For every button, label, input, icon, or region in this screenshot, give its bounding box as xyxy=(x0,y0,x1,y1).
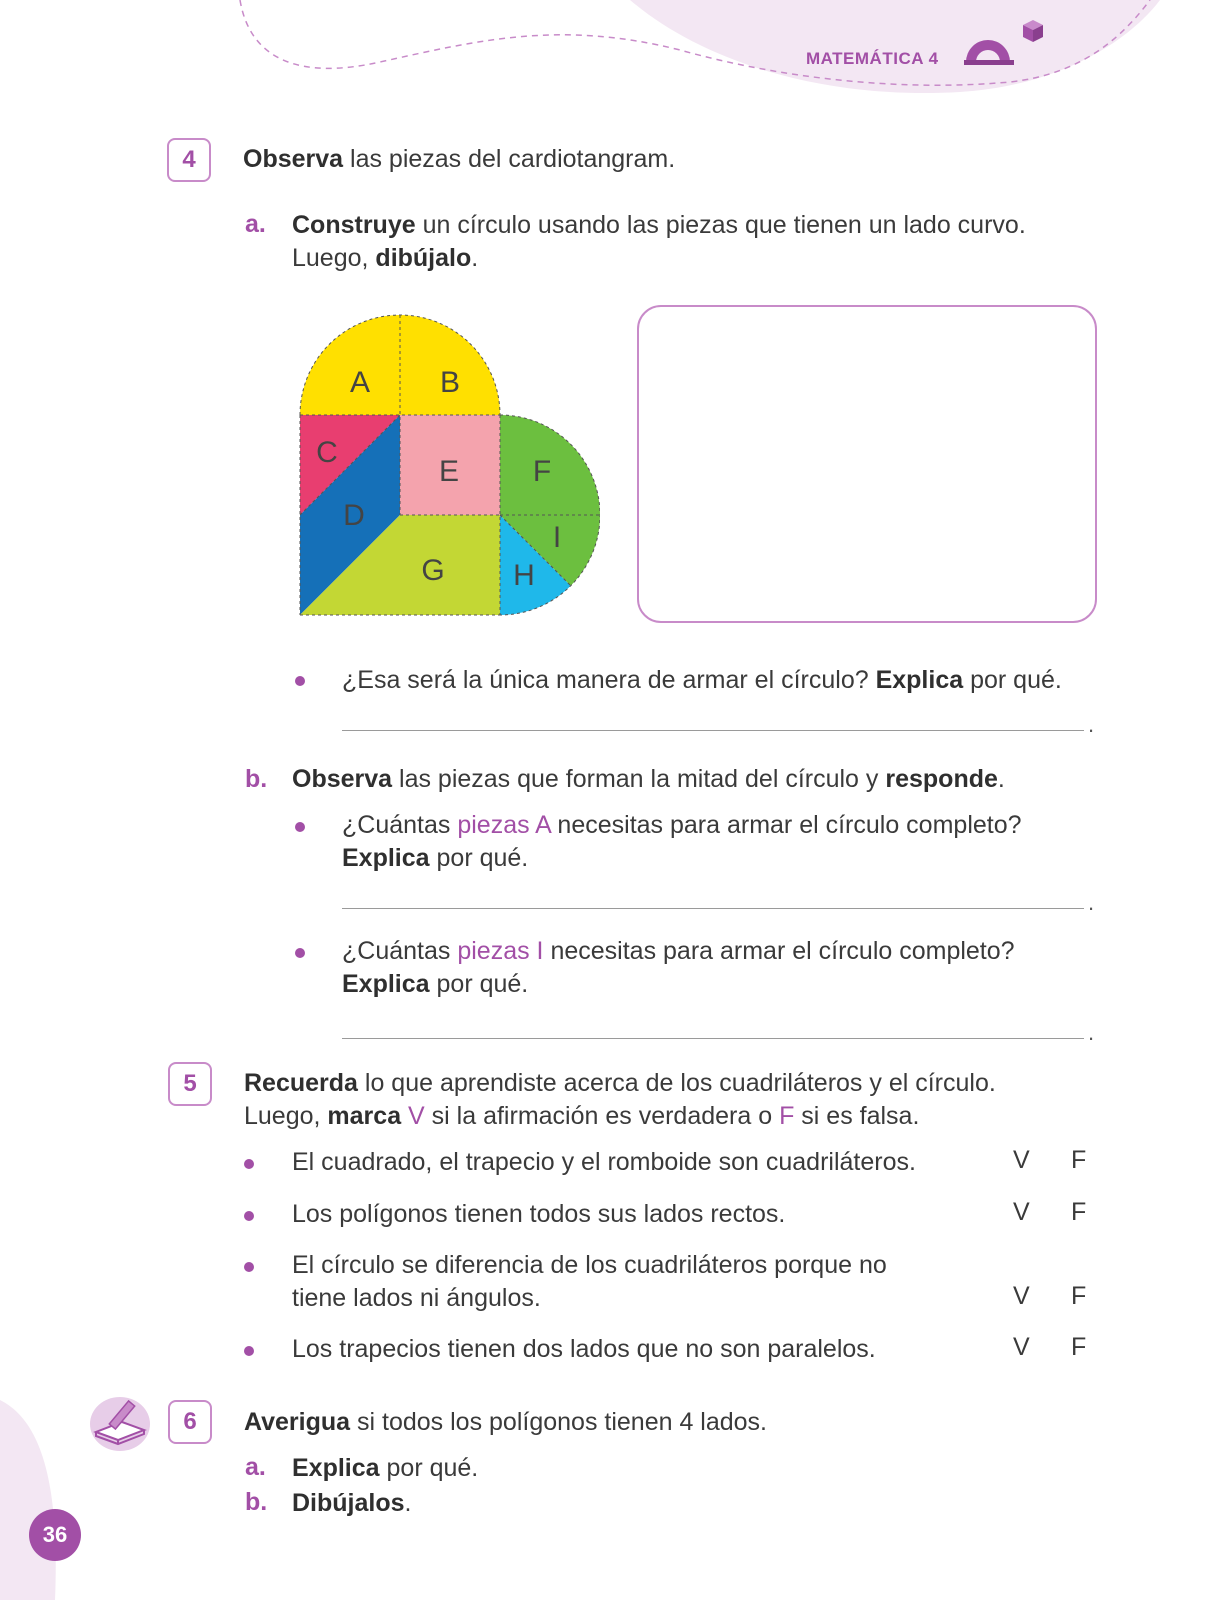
question-number-4-text: 4 xyxy=(182,146,196,173)
q4-b-line xyxy=(292,763,1005,796)
q5-item-4-f[interactable]: F xyxy=(1071,1333,1087,1361)
piece-label-h: H xyxy=(513,559,535,592)
q4-a-line2-post: . xyxy=(471,244,479,272)
q6-a xyxy=(292,1452,478,1485)
q4-a-line2-bold: dibújalo xyxy=(375,244,472,272)
piece-label-i: I xyxy=(552,521,562,554)
q4-a-bullet-text xyxy=(342,664,1062,697)
answer-line-2-period: . xyxy=(1088,890,1095,915)
q4-a-line1-rest: un círculo usando las piezas que tienen un lado curvo. xyxy=(415,211,1026,239)
q4-a-bullet-bold: Explica xyxy=(875,666,964,694)
question-number-5 xyxy=(168,1062,212,1106)
q4-b-q1-explica xyxy=(342,842,528,875)
q4-b-q1-purple: piezas A xyxy=(457,811,551,839)
q4-b-q2 xyxy=(342,935,1015,968)
q6-line-bold: Averigua xyxy=(244,1408,351,1436)
q4-b-q1-explica-bold: Explica xyxy=(342,844,430,872)
q5-item-4: Los trapecios tienen dos lados que no son paralelos. xyxy=(292,1335,876,1363)
q4-b-q2-pre: ¿Cuántas xyxy=(342,937,458,965)
q5-item-2-f[interactable]: F xyxy=(1071,1198,1087,1226)
q4-b-bold2: responde xyxy=(885,765,998,793)
q4-b-q2-purple: piezas I xyxy=(457,937,544,965)
q5-item-2: Los polígonos tienen todos sus lados rectos. xyxy=(292,1200,786,1228)
q6-a-rest: por qué. xyxy=(379,1454,479,1482)
q6-b-rest: . xyxy=(404,1489,412,1517)
q4-b-q1 xyxy=(342,809,1022,842)
protractor-icon xyxy=(962,22,1022,68)
q6-b-bold: Dibújalos xyxy=(292,1489,405,1517)
page-number: 36 xyxy=(42,1522,68,1547)
q4-a-bullet-post: por qué. xyxy=(963,666,1062,694)
q4-b-q2-explica-bold: Explica xyxy=(342,970,430,998)
q5-item-3-v[interactable]: V xyxy=(1013,1282,1030,1310)
answer-line-2[interactable] xyxy=(342,908,1084,909)
q6-b xyxy=(292,1487,411,1520)
q4-a-bullet-pre: ¿Esa será la única manera de armar el círculo? xyxy=(342,666,876,694)
question-number-4 xyxy=(167,138,211,182)
piece-label-d: D xyxy=(343,499,365,532)
question-number-6-text: 6 xyxy=(183,1408,197,1435)
q6-a-bold: Explica xyxy=(292,1454,380,1482)
piece-label-b: B xyxy=(439,366,461,399)
q4-intro-bold: Observa xyxy=(243,145,344,173)
q4-b-q2-post: necesitas para armar el círculo completo? xyxy=(543,937,1015,965)
q4-a-line1 xyxy=(292,209,1026,242)
q5-line2-pre: Luego, xyxy=(244,1102,328,1130)
q4-b-bullet-2 xyxy=(295,948,305,958)
q6-line-rest: si todos los polígonos tienen 4 lados. xyxy=(350,1408,768,1436)
header-decoration xyxy=(0,0,1215,110)
q5-item-1-f[interactable]: F xyxy=(1071,1146,1087,1174)
q4-intro-rest: las piezas del cardiotangram. xyxy=(343,145,676,173)
piece-label-e: E xyxy=(438,455,460,488)
q6-a-letter: a. xyxy=(245,1453,266,1481)
answer-line-1-period: . xyxy=(1088,712,1095,737)
q4-b-q1-explica-post: por qué. xyxy=(429,844,529,872)
drawing-box[interactable] xyxy=(637,305,1097,623)
q5-line1 xyxy=(244,1067,996,1100)
answer-line-3-period: . xyxy=(1088,1020,1095,1045)
q6-line xyxy=(244,1406,767,1439)
cube-icon xyxy=(1020,18,1046,44)
q4-a-bullet xyxy=(295,676,305,686)
answer-line-3[interactable] xyxy=(342,1038,1084,1039)
q4-b-post: . xyxy=(997,765,1005,793)
q4-b-q1-post: necesitas para armar el círculo completo? xyxy=(550,811,1022,839)
q5-line2-mid: si la afirmación es verdadera o xyxy=(424,1102,780,1130)
question-number-6 xyxy=(168,1400,212,1444)
q5-item-1-v[interactable]: V xyxy=(1013,1146,1030,1174)
piece-label-g: G xyxy=(421,554,445,587)
answer-line-1[interactable] xyxy=(342,730,1084,731)
piece-b-shape xyxy=(400,315,500,415)
piece-label-f: F xyxy=(532,455,552,488)
q4-b-mid: las piezas que forman la mitad del círculo y xyxy=(392,765,886,793)
q5-item-3-line2: tiene lados ni ángulos. xyxy=(292,1284,541,1312)
q5-item-4-v[interactable]: V xyxy=(1013,1333,1030,1361)
q5-bullet-4 xyxy=(244,1346,254,1356)
corner-decoration xyxy=(0,1400,80,1600)
q5-line1-bold: Recuerda xyxy=(244,1069,358,1097)
piece-label-a: A xyxy=(349,366,371,399)
q4-b-bold1: Observa xyxy=(292,765,393,793)
q4-a-line2-pre: Luego, xyxy=(292,244,376,272)
q5-line2-f: F xyxy=(779,1102,795,1130)
q4-b-q2-explica xyxy=(342,968,528,1001)
q5-line2-bold: marca xyxy=(327,1102,402,1130)
q5-bullet-2 xyxy=(244,1211,254,1221)
piece-label-c: C xyxy=(316,436,338,469)
q5-bullet-1 xyxy=(244,1159,254,1169)
q5-item-3-f[interactable]: F xyxy=(1071,1282,1087,1310)
piece-a-shape xyxy=(300,315,400,415)
q4-a-line1-bold: Construye xyxy=(292,211,416,239)
cardiotangram-figure xyxy=(290,308,600,618)
question-number-5-text: 5 xyxy=(183,1070,197,1097)
q4-b-bullet-1 xyxy=(295,822,305,832)
q4-a-line2 xyxy=(292,242,478,275)
q6-b-letter: b. xyxy=(245,1488,268,1516)
q5-item-3-line1: El círculo se diferencia de los cuadriláteros porque no xyxy=(292,1251,887,1279)
q5-line2-post: si es falsa. xyxy=(794,1102,920,1130)
q4-b-q2-explica-post: por qué. xyxy=(429,970,529,998)
page-number-badge xyxy=(29,1509,81,1561)
q5-bullet-3 xyxy=(244,1262,254,1272)
q5-item-1: El cuadrado, el trapecio y el romboide son cuadriláteros. xyxy=(292,1148,916,1176)
q4-b-letter: b. xyxy=(245,765,268,793)
q5-item-2-v[interactable]: V xyxy=(1013,1198,1030,1226)
book-pencil-icon xyxy=(88,1394,152,1452)
q5-line2-v: V xyxy=(408,1102,425,1130)
q5-line2 xyxy=(244,1100,919,1133)
q5-line1-rest: lo que aprendiste acerca de los cuadriláteros y el círculo. xyxy=(357,1069,996,1097)
q4-intro xyxy=(243,143,675,176)
q4-b-q1-pre: ¿Cuántas xyxy=(342,811,458,839)
header-title: MATEMÁTICA 4 xyxy=(806,49,939,68)
q4-a-letter: a. xyxy=(245,210,266,238)
